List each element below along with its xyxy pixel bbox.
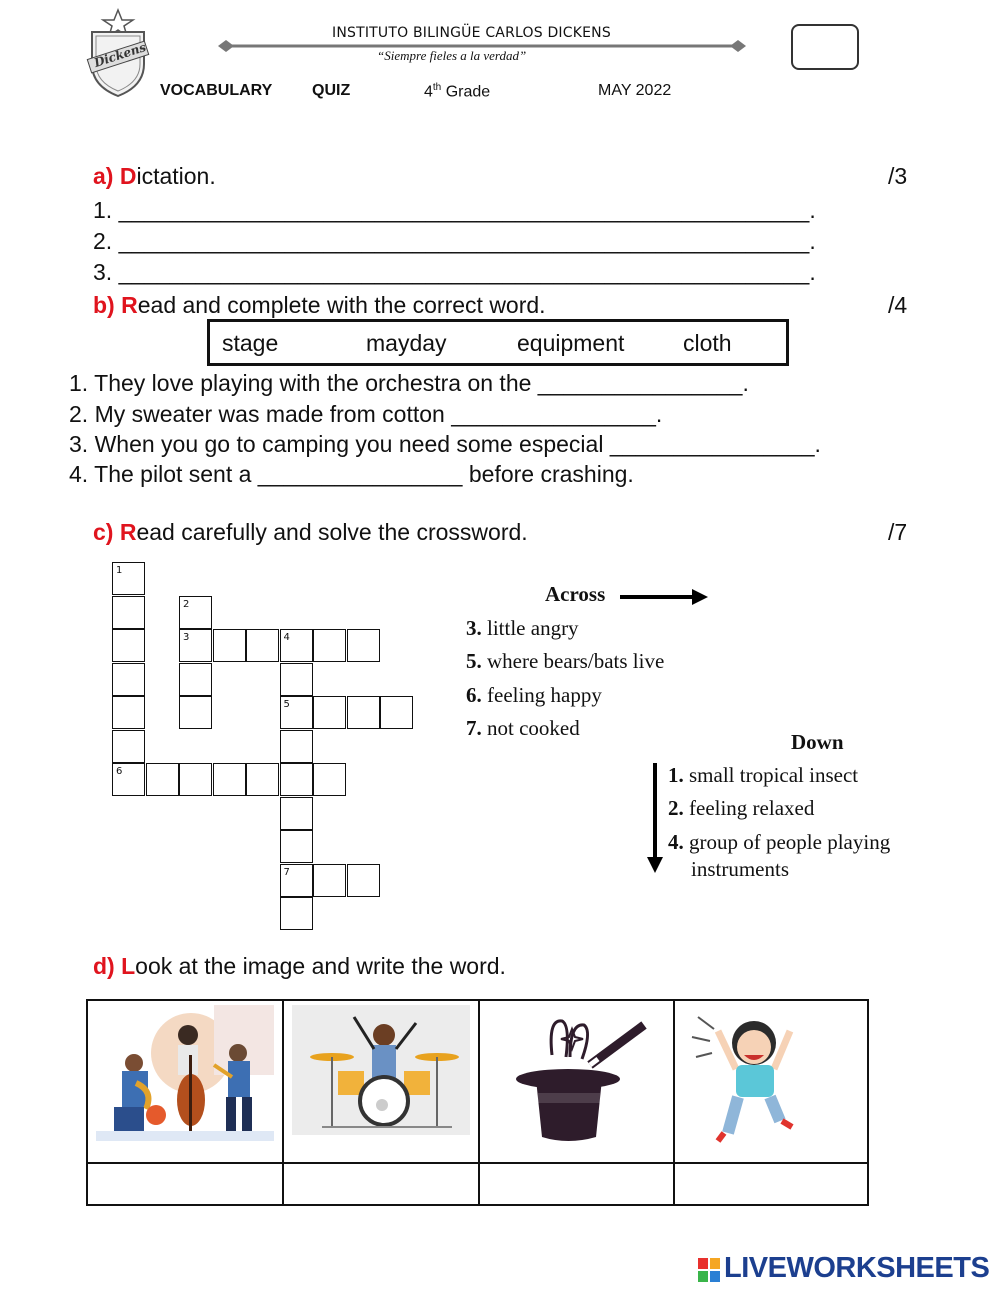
clue-text: little angry — [487, 616, 579, 640]
crossword-number: 7 — [283, 866, 290, 878]
clue-text: feeling relaxed — [689, 796, 815, 820]
crossword-cell[interactable] — [347, 864, 380, 897]
section-d-letter: d) — [93, 953, 115, 979]
clue-text: feeling happy — [487, 683, 602, 707]
crossword-number: 4 — [283, 632, 290, 643]
word-bank-item: cloth — [683, 330, 732, 356]
quiz-label: QUIZ — [312, 82, 351, 99]
logo-text: Dickens — [92, 40, 148, 70]
sentence-3[interactable]: 3. When you go to camping you need some especial ________________. — [69, 431, 821, 457]
crossword-cell[interactable] — [280, 763, 313, 796]
down-clue-4-cont — [691, 857, 789, 882]
answer-field-3[interactable] — [484, 1167, 670, 1201]
section-c-score: /7 — [888, 519, 908, 545]
across-arrow — [620, 589, 710, 610]
crossword-number: 3 — [183, 632, 190, 643]
across-clue-5 — [466, 649, 664, 674]
grade-number: 4 — [424, 83, 433, 101]
across-clue-7 — [466, 716, 580, 741]
across-title: Across — [545, 582, 606, 606]
word-bank-item: stage — [222, 330, 279, 356]
crossword-cell[interactable] — [246, 763, 279, 796]
down-clue-2 — [668, 796, 814, 821]
crossword-cell[interactable] — [112, 763, 145, 796]
table-divider — [673, 1001, 675, 1204]
clue-number: 1. — [668, 763, 684, 787]
crossword-cell[interactable] — [313, 696, 346, 729]
answer-field-4[interactable] — [679, 1167, 865, 1201]
crossword-cell[interactable] — [280, 663, 313, 696]
clue-number: 7. — [466, 716, 482, 740]
section-a-title — [93, 163, 216, 190]
section-d-text: ook at the image and write the word. — [135, 953, 506, 979]
crossword-cell[interactable] — [112, 629, 145, 662]
section-c-letter: c) — [93, 519, 114, 545]
clue-text: small tropical insect — [689, 763, 859, 787]
crossword-cell[interactable] — [280, 830, 313, 863]
school-logo — [86, 8, 150, 98]
word-bank-item: equipment — [517, 330, 625, 356]
section-b-letter: b) — [93, 292, 115, 318]
section-a-initial: D — [119, 163, 137, 189]
section-b-score: /4 — [888, 292, 908, 318]
down-clue-4 — [668, 830, 890, 855]
crossword-number: 6 — [116, 766, 123, 777]
crossword-cell[interactable] — [112, 562, 145, 595]
dictation-line-1[interactable]: 1. ______________________________________________________. — [93, 197, 816, 223]
school-motto: “Siempre fieles a la verdad” — [377, 48, 527, 63]
sentence-4[interactable]: 4. The pilot sent a ________________ before crashing. — [69, 461, 634, 487]
sentence-2[interactable]: 2. My sweater was made from cotton ________________. — [69, 401, 663, 427]
crossword-cell[interactable] — [313, 629, 346, 662]
table-divider — [478, 1001, 480, 1204]
crossword-cell[interactable] — [280, 897, 313, 930]
clue-number: 2. — [668, 796, 684, 820]
clue-number: 6. — [466, 683, 482, 707]
crossword-cell[interactable] — [280, 730, 313, 763]
crossword-cell[interactable] — [213, 763, 246, 796]
crossword-number: 2 — [183, 598, 190, 610]
clue-text: where bears/bats live — [487, 649, 665, 673]
clue-text: group of people playing — [689, 830, 891, 854]
vocab-label: VOCABULARY — [160, 82, 273, 99]
section-c-title — [93, 519, 528, 546]
crossword-cell[interactable] — [179, 763, 212, 796]
crossword-number: 1 — [116, 565, 123, 576]
down-title: Down — [791, 730, 844, 754]
across-clue-6 — [466, 683, 602, 708]
crossword-cell[interactable] — [280, 864, 313, 897]
sentence-1[interactable]: 1. They love playing with the orchestra on the ________________. — [69, 370, 749, 396]
crossword-cell[interactable] — [179, 629, 212, 662]
crossword-cell[interactable] — [280, 629, 313, 662]
school-name: INSTITUTO BILINGÜE CARLOS DICKENS — [332, 25, 611, 41]
section-a-score: /3 — [888, 163, 908, 189]
magic-hat-image — [508, 1017, 648, 1148]
crossword-cell[interactable] — [179, 696, 212, 729]
clue-number: 5. — [466, 649, 482, 673]
grade-suffix: th — [432, 82, 442, 93]
band-image — [96, 1005, 274, 1146]
date-label: MAY 2022 — [598, 82, 672, 99]
liveworksheets-brand: LIVEWORKSHEETS — [724, 1252, 990, 1284]
word-bank — [207, 319, 789, 366]
crossword-cell[interactable] — [280, 696, 313, 729]
down-clue-1 — [668, 763, 858, 788]
crossword-cell[interactable] — [347, 629, 380, 662]
score-box — [791, 24, 859, 70]
section-c-initial: R — [119, 519, 137, 545]
section-d-initial: L — [121, 953, 136, 979]
image-table — [86, 999, 869, 1206]
clue-text: not cooked — [487, 716, 580, 740]
down-arrow — [647, 763, 663, 880]
crossword-number: 5 — [283, 699, 290, 710]
crossword-cell[interactable] — [112, 663, 145, 696]
answer-field-1[interactable] — [92, 1167, 278, 1201]
section-b-initial: R — [121, 292, 138, 318]
drummer-image — [292, 1005, 470, 1140]
clue-number: 3. — [466, 616, 482, 640]
table-divider — [282, 1001, 284, 1204]
crossword-cell[interactable] — [146, 763, 179, 796]
crossword-cell[interactable] — [313, 864, 346, 897]
across-clue-3 — [466, 616, 579, 641]
crossword-cell[interactable] — [347, 696, 380, 729]
answer-field-2[interactable] — [288, 1167, 474, 1201]
clue-number: 4. — [668, 830, 684, 854]
crossword-cell[interactable] — [112, 696, 145, 729]
liveworksheets-logo-icon — [698, 1258, 720, 1282]
section-d-title — [93, 953, 506, 980]
word-bank-item: mayday — [366, 330, 447, 356]
section-b-title — [93, 292, 546, 319]
dictation-line-3[interactable]: 3. ______________________________________________________. — [93, 259, 816, 285]
section-a-letter: a) — [93, 163, 114, 189]
crossword-cell[interactable] — [313, 763, 346, 796]
grade-label — [424, 82, 490, 101]
crossword-cell[interactable] — [179, 596, 212, 629]
section-a-text: ictation. — [136, 163, 216, 189]
clue-text: instruments — [691, 857, 789, 881]
crossword-cell[interactable] — [280, 797, 313, 830]
happy-girl-image — [688, 1007, 818, 1152]
grade-word: Grade — [445, 83, 491, 101]
crossword-cell[interactable] — [246, 629, 279, 662]
dictation-line-2[interactable]: 2. ______________________________________________________. — [93, 228, 816, 254]
crossword-cell[interactable] — [380, 696, 413, 729]
crossword-cell[interactable] — [213, 629, 246, 662]
crossword-cell[interactable] — [179, 663, 212, 696]
crossword-cell[interactable] — [112, 596, 145, 629]
section-b-text: ead and complete with the correct word. — [137, 292, 546, 318]
crossword-cell[interactable] — [112, 730, 145, 763]
section-c-text: ead carefully and solve the crossword. — [136, 519, 528, 545]
